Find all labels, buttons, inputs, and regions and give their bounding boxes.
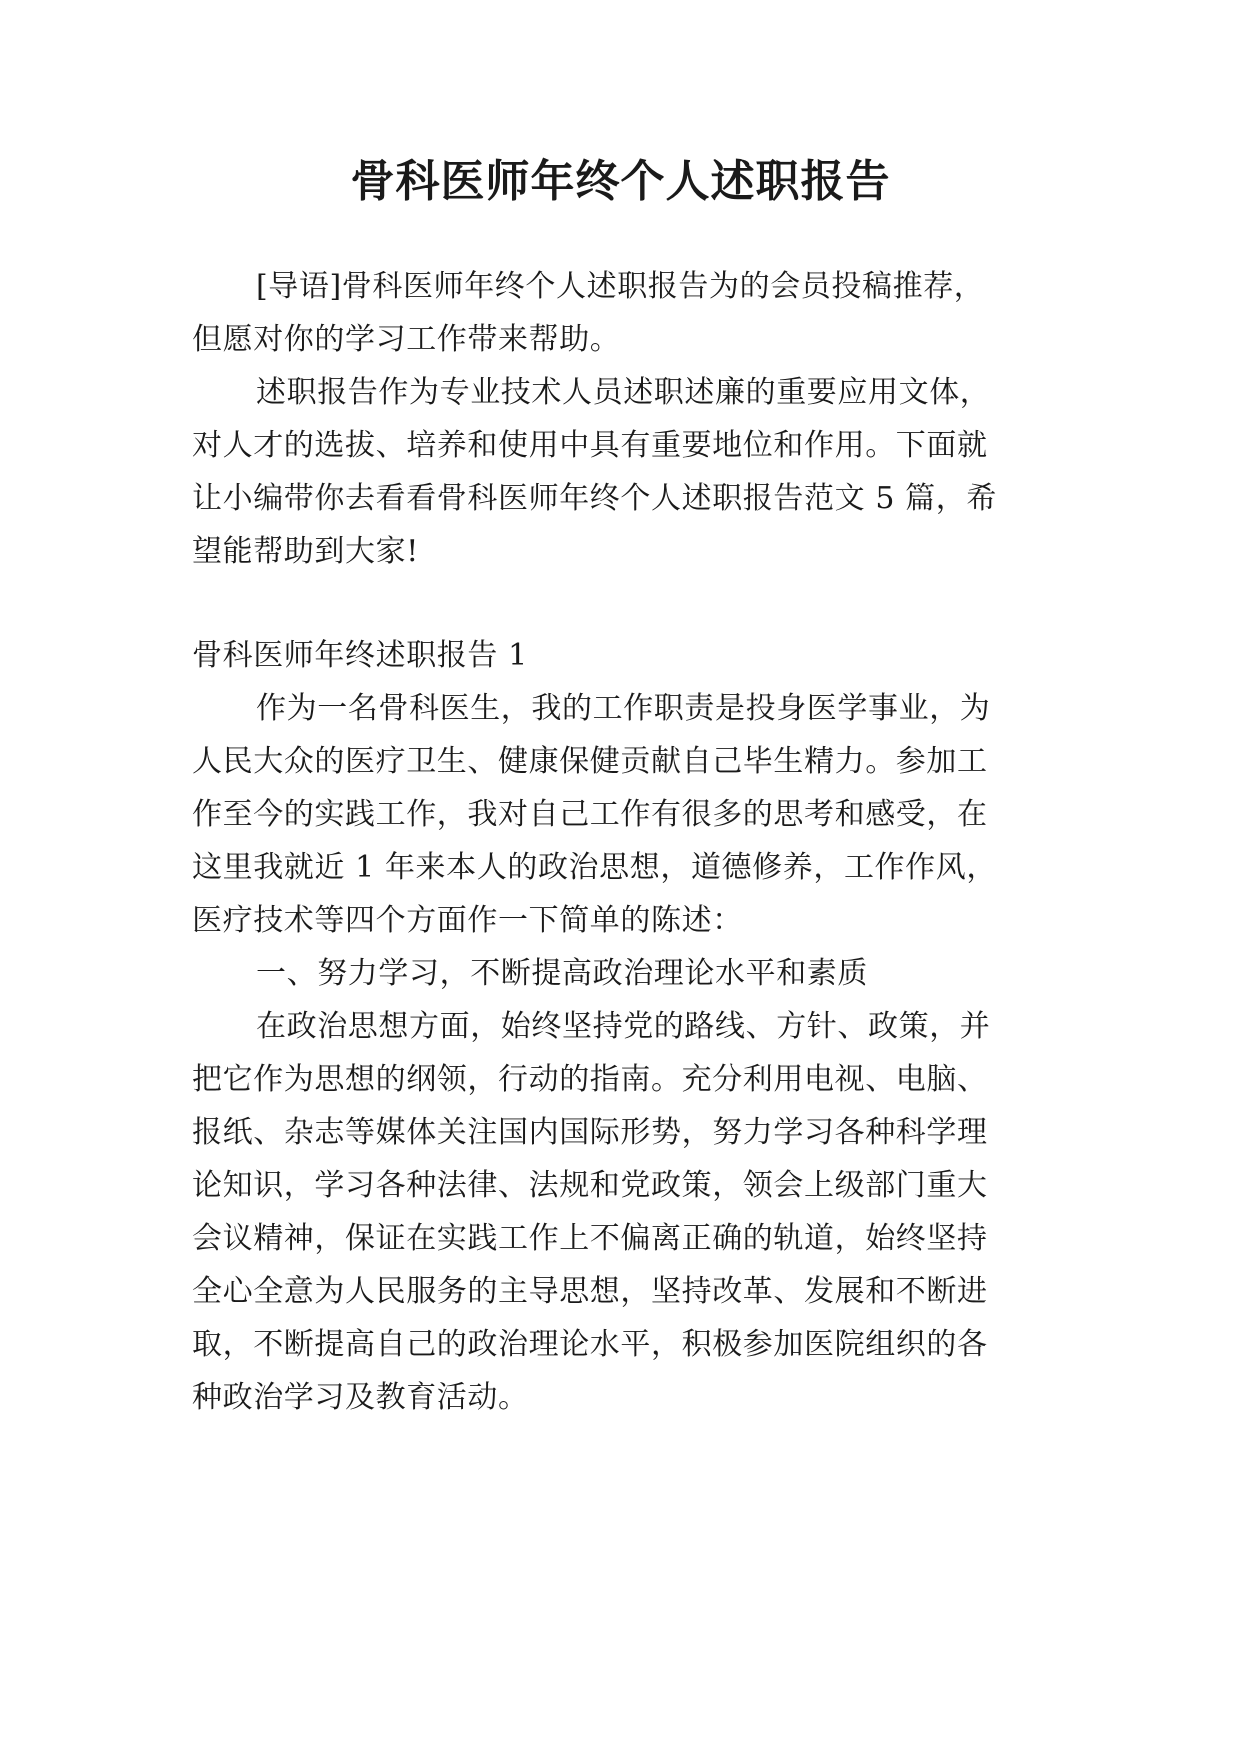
text-line: 人民大众的医疗卫生、健康保健贡献自己毕生精力。参加工 (192, 744, 988, 779)
text-line: 取，不断提高自己的政治理论水平，积极参加医院组织的各 (192, 1327, 988, 1362)
text-line: 论知识，学习各种法律、法规和党政策，领会上级部门重大 (192, 1168, 988, 1203)
text-line: 种政治学习及教育活动。 (192, 1380, 529, 1415)
text-line: 望能帮助到大家! (192, 534, 419, 569)
document-title: 骨科医师年终个人述职报告 (350, 156, 891, 207)
text-line: 述职报告作为专业技术人员述职述廉的重要应用文体， (256, 375, 991, 410)
text-line: 让小编带你去看看骨科医师年终个人述职报告范文 5 篇，希 (192, 481, 997, 516)
text-line: 对人才的选拔、培养和使用中具有重要地位和作用。下面就 (192, 428, 988, 463)
text-line: [导语]骨科医师年终个人述职报告为的会员投稿推荐， (256, 269, 985, 304)
text-line: 把它作为思想的纲领，行动的指南。充分利用电视、电脑、 (192, 1062, 988, 1097)
text-line: 但愿对你的学习工作带来帮助。 (192, 322, 621, 357)
text-line: 在政治思想方面，始终坚持党的路线、方针、政策，并 (256, 1009, 991, 1044)
text-line: 作至今的实践工作，我对自己工作有很多的思考和感受，在 (192, 797, 988, 832)
text-line: 医疗技术等四个方面作一下简单的陈述： (192, 903, 743, 938)
text-line: 全心全意为人民服务的主导思想，坚持改革、发展和不断进 (192, 1274, 988, 1309)
text-line: 会议精神，保证在实践工作上不偏离正确的轨道，始终坚持 (192, 1221, 988, 1256)
text-line: 作为一名骨科医生，我的工作职责是投身医学事业，为 (256, 691, 991, 726)
text-line: 这里我就近 1 年来本人的政治思想，道德修养，工作作风， (192, 850, 997, 885)
text-line: 报纸、杂志等媒体关注国内国际形势，努力学习各种科学理 (192, 1115, 988, 1150)
section-heading: 骨科医师年终述职报告 1 (192, 638, 528, 673)
subsection-heading: 一、努力学习，不断提高政治理论水平和素质 (256, 956, 868, 991)
